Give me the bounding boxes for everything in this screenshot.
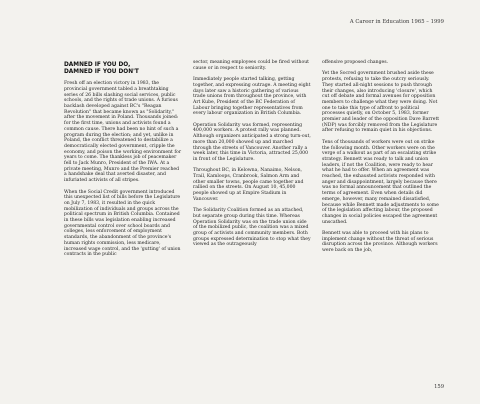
paragraph: offensive proposed changes.	[322, 60, 389, 65]
paragraph: Operation Solidarity was formed, representing 400,000 workers. A protest rally was planned. Although organizers anticipated a strong turn-out, more than 20,000 showed up and marched through the streets of Vancouver. Another rally a week later, this time in Victoria, attracted 25,000 in front of the Legislature.	[193, 122, 311, 162]
paragraph: Bennett was able to proceed with his plans to implement change without the threat of serious disruption across the province. Although workers were back on the job,	[322, 231, 438, 254]
column-right	[322, 60, 440, 260]
page-number: 159	[434, 384, 444, 390]
column-middle	[193, 60, 311, 254]
heading-line-2: DAMNED IF YOU DON'T	[64, 68, 139, 75]
column-left	[64, 60, 182, 264]
paragraph: Tens of thousands of workers were out on strike the following month. Other workers were on the verge of a walkout as part of an escalating strike strategy. Bennett was ready to talk and union leaders, if not the Coalition, were ready to hear what he had to offer. When an agreement was reached, the exhausted activists responded with anger and disappointment, largely because there was no formal announcement that outlined the terms of agreement. Even when details did emerge, however, many remained dissatisfied, because while Bennett made adjustments to some of the legislation affecting labour, the proposed changes in social policies escaped the agreement unscathed.	[322, 139, 439, 225]
paragraph: sector, meaning employees could be fired without cause or in respect to seniority.	[193, 60, 310, 71]
paragraph: When the Social Credit government introduced this unexpected list of bills before the Legislature on July 7, 1983, it resulted in the quick mobilization of individuals and groups across the political spectrum in British Columbia. Contained in these bills was legislation enabling increased governmental control over school boards and colleges, less enforcement of employment standards, the abandonment of the province's human rights commission, less medicare, increased wage control, and the 'gutting' of union contracts in the public	[64, 189, 181, 258]
paragraph: The Solidarity Coalition formed as an attached, but separate group during this time. Whereas Operation Solidarity was on the trade union side of the mobilized public, the coalition was a mixed group of activists and community members. Both groups expressed determination to stop what they viewed as the outrageously	[193, 208, 311, 248]
paragraph: Yet the Socred government brushed aside these protests, refusing to take the outcry seriously. They started all-night sessions to push through their changes, also introducing 'closure', which cut off debate and formal avenues for opposition members to challenge what they were doing. Not one to take this type of affront to political processes quietly, on October 5, 1983, former premier and leader of the opposition Dave Barrett (NDP) was forcibly removed from the Legislature after refusing to remain quiet in his objections.	[322, 71, 440, 134]
heading-line-1: DAMNED IF YOU DO,	[64, 62, 131, 68]
paragraph: Throughout BC, in Kelowna, Nanaimo, Nelson, Trail, Kamloops, Cranbrook, Salmon Arm and other smaller towns, people came together and rallied on the streets. On August 10, 45,000 people showed up at Empire Stadium in Vancouver.	[193, 168, 304, 202]
running-head: A Career in Education 1965 – 1999	[349, 19, 444, 25]
paragraph: Fresh off an election victory in 1983, the provincial government tabled a breathtaking series of 26 bills slashing social services, public schools, and the rights of trade unions. A furious backlash developed against BC's "Reagan Revolution" that became known as "Solidarity," after the movement in Poland. Thousands joined: for the first time, unions and activists found a common cause. There had been no hint of such a program during the election; and yet, unlike in Poland, the conflict threatened to destabilize a democratically elected government, cripple the economy, and poison the working environment for years to come. The thankless job of peacemaker fell to Jack Munro, President of the IWA. At a private meeting, Munro and the Premier reached a handshake deal that averted disaster, and infuriated activists of all stripes.	[64, 81, 182, 184]
section-heading	[64, 62, 182, 75]
paragraph: Immediately people started talking, getting together, and expressing outrage. A meeting eight days later saw a historic gathering of various trade unions from throughout the province, with Art Kube, President of the BC Federation of Labour bringing together representatives from every labour organization in British Columbia.	[193, 77, 311, 117]
